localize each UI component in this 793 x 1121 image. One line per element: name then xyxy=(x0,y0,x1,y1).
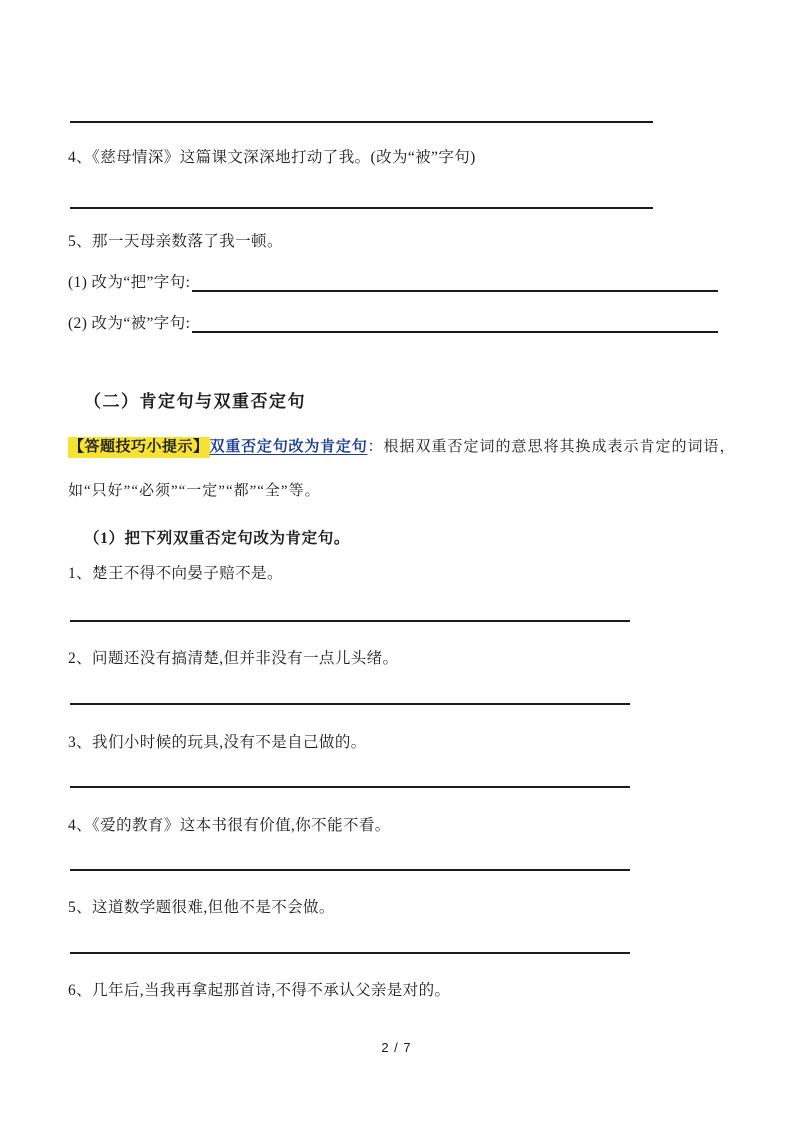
tip-link-text: 双重否定句改为肯定句 xyxy=(209,439,368,455)
answer-line xyxy=(70,786,630,788)
exercise-subheading: （1）把下列双重否定句改为肯定句。 xyxy=(84,530,350,547)
tip-body-line-2: 如“只好”“必须”“一定”“都”“全”等。 xyxy=(68,483,321,499)
sub-question-1-row xyxy=(68,273,718,292)
answer-line xyxy=(70,121,653,123)
answer-line xyxy=(70,207,653,209)
tip-box xyxy=(68,436,736,459)
tip-body: ：根据双重否定词的意思将其换成表示肯定的词语， xyxy=(367,439,736,455)
answer-line xyxy=(70,703,630,705)
answer-line xyxy=(192,273,718,292)
dn-question-3: 3、我们小时候的玩具,没有不是自己做的。 xyxy=(68,734,367,751)
dn-question-6: 6、几年后,当我再拿起那首诗,不得不承认父亲是对的。 xyxy=(68,982,451,999)
page-number: 2 / 7 xyxy=(381,1040,412,1055)
answer-line xyxy=(70,620,630,622)
sub-question-2-label: (2) 改为“被”字句: xyxy=(68,315,191,332)
question-4-ba-bei: 4、《慈母情深》这篇课文深深地打动了我。(改为“被”字句) xyxy=(68,149,476,166)
section-heading: （二）肯定句与双重否定句 xyxy=(84,392,306,411)
sub-question-2-row xyxy=(68,314,718,333)
answer-line xyxy=(70,952,630,954)
dn-question-1: 1、楚王不得不向晏子赔不是。 xyxy=(68,565,283,582)
dn-question-5: 5、这道数学题很难,但他不是不会做。 xyxy=(68,899,335,916)
dn-question-4: 4、《爱的教育》这本书很有价值,你不能不看。 xyxy=(68,817,391,834)
question-5-ba-bei: 5、那一天母亲数落了我一顿。 xyxy=(68,233,283,250)
answer-line xyxy=(70,869,630,871)
sub-question-1-label: (1) 改为“把”字句: xyxy=(68,274,191,291)
answer-line xyxy=(192,314,718,333)
dn-question-2: 2、问题还没有搞清楚,但并非没有一点儿头绪。 xyxy=(68,650,399,667)
tip-badge: 【答题技巧小提示】 xyxy=(68,437,210,458)
